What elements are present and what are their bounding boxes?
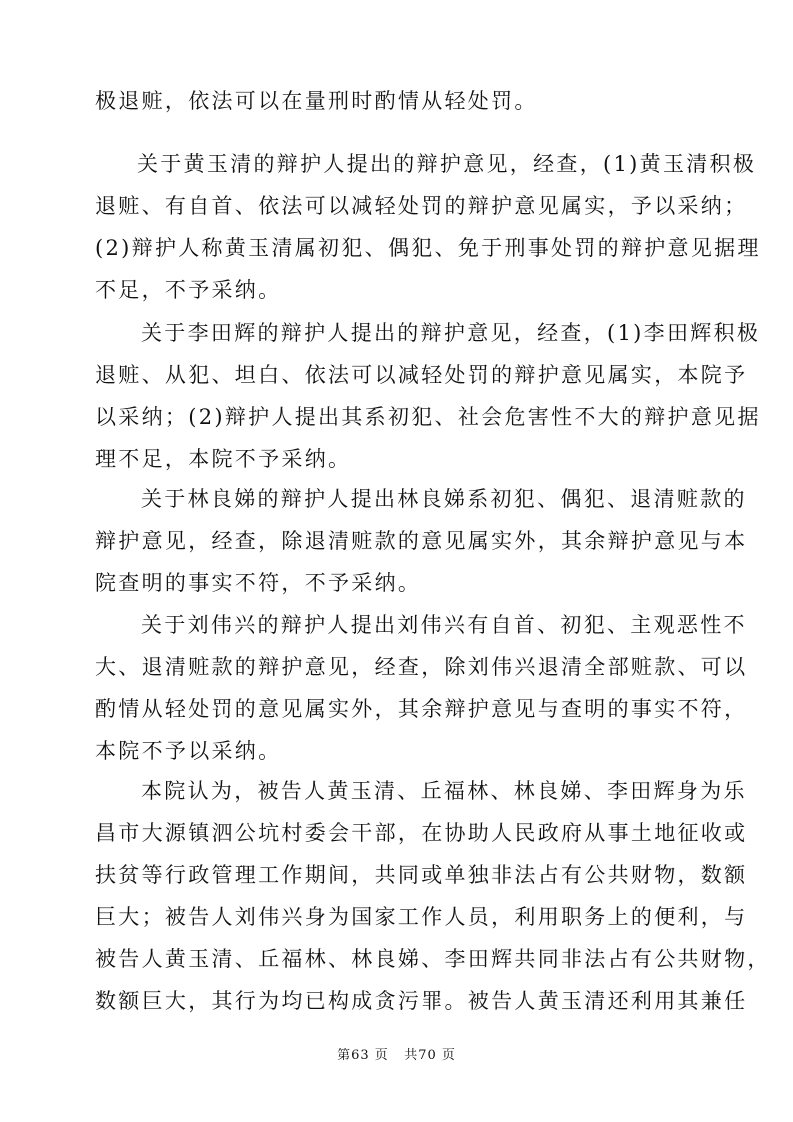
text-line: 巨大；被告人刘伟兴身为国家工作人员，利用职务上的便利，与 xyxy=(95,905,748,929)
text-line: 极退赃，依法可以在量刑时酌情从轻处罚。 xyxy=(95,89,538,113)
paragraph-2 xyxy=(95,143,761,311)
paragraph-6 xyxy=(95,770,771,1022)
text-line: 不足，不予采纳。 xyxy=(95,278,282,302)
text-line: 退赃、有自首、依法可以减轻处罚的辩护意见属实，予以采纳； xyxy=(95,194,748,218)
text-line: 关于林良娣的辩护人提出林良娣系初犯、偶犯、退清赃款的 xyxy=(141,487,747,511)
paragraph-1 xyxy=(95,80,709,122)
text-line: 以采纳；(2)辩护人提出其系初犯、社会危害性不大的辩护意见据 xyxy=(95,405,761,429)
text-line: 理不足，本院不予采纳。 xyxy=(95,447,352,471)
text-line: 退赃、从犯、坦白、依法可以减轻处罚的辩护意见属实，本院予 xyxy=(95,363,748,387)
text-line: 扶贫等行政管理工作期间，共同或单独非法占有公共财物，数额 xyxy=(95,863,748,887)
text-line: 被告人黄玉清、丘福林、林良娣、李田辉共同非法占有公共财物， xyxy=(95,947,771,971)
paragraph-4 xyxy=(95,478,748,604)
paragraph-5 xyxy=(95,604,748,772)
page-number-footer: 第63 页 共70 页 xyxy=(337,1048,456,1063)
text-line: 关于刘伟兴的辩护人提出刘伟兴有自首、初犯、主观恶性不 xyxy=(141,613,747,637)
text-line: (2)辩护人称黄玉清属初犯、偶犯、免于刑事处罚的辩护意见据理 xyxy=(95,236,761,260)
text-line: 数额巨大，其行为均已构成贪污罪。被告人黄玉清还利用其兼任 xyxy=(95,989,748,1013)
text-line: 酌情从轻处罚的意见属实外，其余辩护意见与查明的事实不符， xyxy=(95,697,748,721)
text-line: 辩护意见，经查，除退清赃款的意见属实外，其余辩护意见与本 xyxy=(95,529,748,553)
text-line: 本院认为，被告人黄玉清、丘福林、林良娣、李田辉身为乐 xyxy=(141,779,747,803)
text-line: 关于黄玉清的辩护人提出的辩护意见，经查，(1)黄玉清积极 xyxy=(137,152,757,176)
text-line: 院查明的事实不符，不予采纳。 xyxy=(95,571,422,595)
paragraph-3 xyxy=(95,312,761,480)
text-line: 昌市大源镇泗公坑村委会干部，在协助人民政府从事土地征收或 xyxy=(95,821,748,845)
text-line: 本院不予以采纳。 xyxy=(95,739,282,763)
text-line: 大、退清赃款的辩护意见，经查，除刘伟兴退清全部赃款、可以 xyxy=(95,655,748,679)
text-line: 关于李田辉的辩护人提出的辩护意见，经查，(1)李田辉积极 xyxy=(141,321,761,345)
